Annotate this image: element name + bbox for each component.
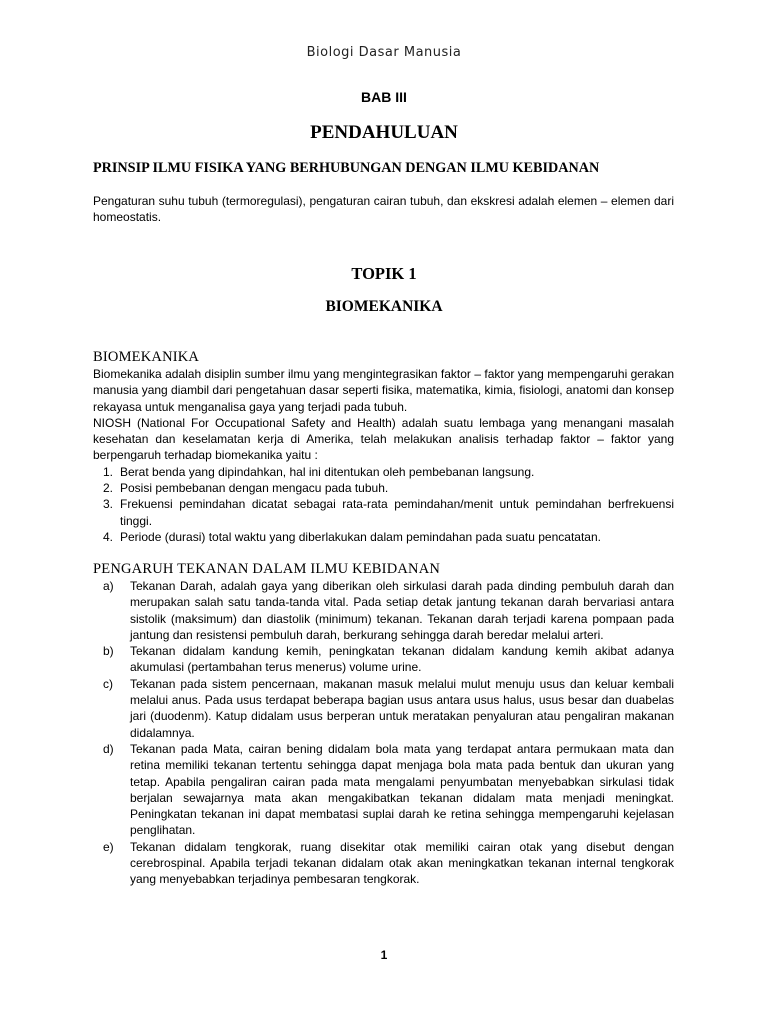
chapter-subtitle: PRINSIP ILMU FISIKA YANG BERHUBUNGAN DENGAN ILMU KEBIDANAN: [93, 160, 600, 176]
list-item-text: Frekuensi pemindahan dicatat sebagai rata-rata pemindahan/menit untuk pemindahan berfrekuensi tinggi.: [120, 497, 674, 528]
list-item-text: Periode (durasi) total waktu yang diberlakukan dalam pemindahan pada suatu pencatatan.: [120, 529, 601, 544]
section-heading: PENGARUH TEKANAN DALAM ILMU KEBIDANAN: [93, 561, 441, 577]
biomekanika-section: [93, 348, 674, 545]
list-marker: b): [103, 644, 114, 659]
list-item-text: Tekanan pada Mata, cairan bening didalam bola mata yang terdapat antara permukaan mata dan retina memiliki tekanan tertentu sehingga dapat menjaga bola mata pada bentuk dan ukuran yang tetap. Apabila pengaliran cairan pada mata mengalami penyumbatan menyebabkan sirkulasi tidak berjalan sewajarnya mata akan mengakibatkan tekanan didalam mata menjadi meningkat. Peningkatan tekanan ini dapat membatasi suplai darah ke retina sehingga mempengaruhi kejelasan penglihatan.: [130, 741, 674, 838]
topic-label: TOPIK 1: [351, 264, 417, 283]
list-item-text: Tekanan Darah, adalah gaya yang diberikan oleh sirkulasi darah pada dinding pembuluh darah dan merupakan salah satu tanda-tanda vital. Pada setiap detak jantung tekanan darah bervariasi antara sistolik (maksimum) dan diastolik (minimum) tekanan. Tekanan darah terjadi karena pompaan pada jantung dan resistensi pembuluh darah, berkurang sehingga darah beredar melalui arteri.: [130, 579, 674, 642]
list-item: [93, 464, 674, 480]
list-marker: c): [103, 676, 113, 691]
list-marker: d): [103, 741, 114, 756]
list-item-text: Tekanan pada sistem pencernaan, makanan masuk melalui mulut menuju usus dan keluar kembali melalui anus. Pada usus terdapat beberapa bagian usus antara usus halus, usus besar dan duabelas jari (duodenm). Katup didalam usus berperan untuk meratakan penyaluran atau pengaliran makanan didalamnya.: [130, 676, 674, 740]
list-item-text: Posisi pembebanan dengan mengacu pada tubuh.: [120, 481, 389, 496]
list-item: [93, 496, 674, 529]
page-number: 1: [380, 948, 388, 962]
running-header: Biologi Dasar Manusia: [306, 45, 462, 60]
list-marker: 4.: [103, 529, 114, 544]
list-item: [93, 741, 674, 839]
list-marker: 1.: [103, 464, 114, 479]
numbered-list: [93, 464, 674, 545]
tekanan-section: [93, 560, 674, 888]
lettered-list: [93, 578, 674, 888]
list-item-text: Berat benda yang dipindahkan, hal ini ditentukan oleh pembebanan langsung.: [120, 464, 535, 479]
list-item-text: Tekanan didalam tengkorak, ruang disekitar otak memiliki cairan otak yang disebut dengan cerebrospinal. Apabila terjadi tekanan didalam otak akan meningkatkan tekanan internal tengkorak yang menyebabkan terjadinya pembesaran tengkorak.: [130, 839, 674, 887]
list-marker: 2.: [103, 481, 114, 496]
paragraph: NIOSH (National For Occupational Safety and Health) adalah suatu lembaga yang menangani masalah kesehatan dan keselamatan kerja di Amerika, telah melakukan analisis terhadap faktor – faktor yang berpengaruh terhadap biomekanika yaitu :: [93, 415, 674, 463]
list-item: [93, 676, 674, 741]
list-item: [93, 480, 674, 496]
list-item-text: Tekanan didalam kandung kemih, peningkatan tekanan didalam kandung kemih akibat adanya akumulasi (pertambahan terus menerus) volume urine.: [130, 644, 674, 675]
topic-title: BIOMEKANIKA: [325, 298, 443, 315]
list-item: [93, 643, 674, 676]
list-marker: 3.: [103, 497, 114, 512]
list-item: [93, 529, 674, 545]
intro-paragraph: Pengaturan suhu tubuh (termoregulasi), pengaturan cairan tubuh, dan ekskresi adalah elemen – elemen dari homeostatis.: [93, 194, 674, 225]
chapter-label: BAB III: [361, 89, 407, 105]
list-marker: e): [103, 839, 114, 854]
list-item: [93, 839, 674, 888]
section-heading: BIOMEKANIKA: [93, 349, 200, 365]
paragraph: Biomekanika adalah disiplin sumber ilmu yang mengintegrasikan faktor – faktor yang mempengaruhi gerakan manusia yang diambil dari pengetahuan dasar seperti fisika, matematika, kimia, fisiologi, anatomi dan konsep rekayasa untuk menganalisa gaya yang terjadi pada tubuh.: [93, 367, 674, 414]
list-marker: a): [103, 579, 114, 593]
chapter-title: PENDAHULUAN: [310, 122, 458, 143]
list-item: [93, 578, 674, 643]
